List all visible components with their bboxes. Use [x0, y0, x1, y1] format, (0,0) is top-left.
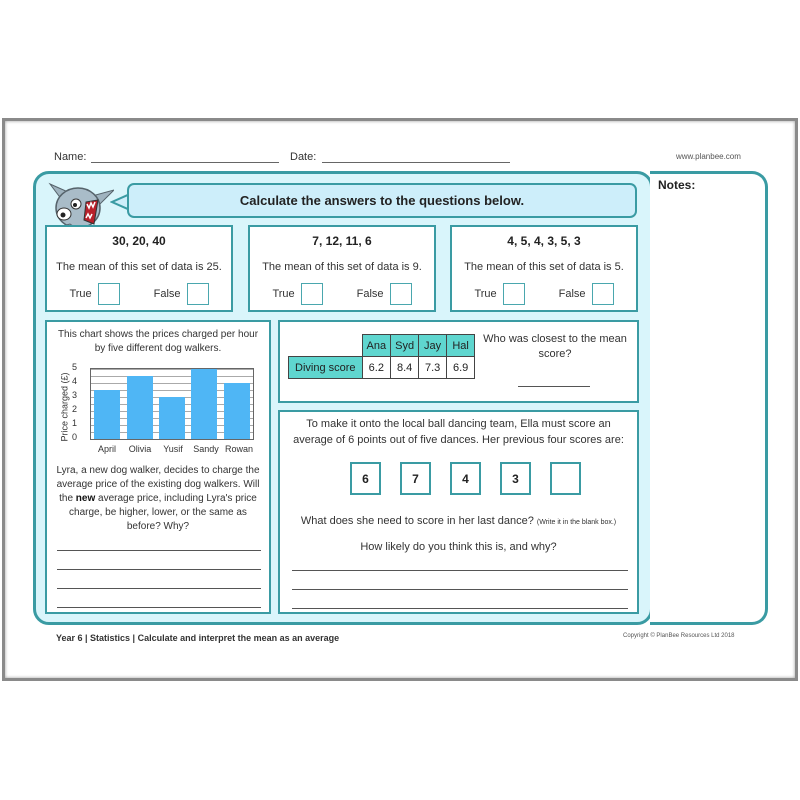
true-checkbox[interactable] [301, 283, 323, 305]
name-header: Ana [362, 335, 391, 357]
false-label: False [356, 288, 384, 300]
answer-line[interactable] [292, 589, 628, 590]
y-tick: 3 [72, 390, 78, 400]
name-field[interactable] [91, 162, 279, 163]
instruction-banner: Calculate the answers to the questions below. [127, 183, 637, 218]
x-tick: Olivia [128, 444, 152, 454]
score-box: 3 [500, 462, 531, 495]
gridline [91, 369, 253, 370]
notes-panel[interactable] [650, 171, 768, 625]
score-cell: 6.9 [447, 357, 475, 379]
likelihood-question: How likely do you think this is, and why? [360, 541, 557, 553]
notes-label: Notes: [658, 178, 696, 192]
true-false-card-1 [45, 225, 233, 312]
x-tick: April [97, 444, 116, 454]
closest-answer-line[interactable] [518, 386, 590, 387]
true-checkbox[interactable] [98, 283, 120, 305]
false-checkbox[interactable] [592, 283, 614, 305]
row-header: Diving score [289, 357, 363, 379]
mean-statement: The mean of this set of data is 9. [262, 261, 422, 273]
score-box: 7 [400, 462, 431, 495]
website-link: www.planbee.com [676, 152, 741, 161]
answer-line[interactable] [292, 570, 628, 571]
y-axis-label: Price charged (£) [59, 372, 70, 442]
bar-april [94, 390, 120, 439]
score-cell: 6.2 [362, 357, 391, 379]
true-checkbox[interactable] [503, 283, 525, 305]
mean-statement: The mean of this set of data is 5. [464, 261, 624, 273]
last-dance-question: What does she need to score in her last dance? (Write it in the blank box.) [300, 515, 617, 527]
score-box: 4 [450, 462, 481, 495]
date-label: Date: [290, 151, 317, 163]
dog-walker-chart-card [45, 320, 271, 614]
lyra-question: Lyra, a new dog walker, decides to charge the average price of the existing dog walkers. Will the new average price, including Lyra's price charge, be higher, lower, or the same as before? Why? [56, 465, 260, 532]
data-set: 7, 12, 11, 6 [312, 234, 372, 248]
diving-score-table [288, 334, 475, 379]
bar-chart [52, 362, 262, 457]
false-checkbox[interactable] [390, 283, 412, 305]
answer-line[interactable] [292, 608, 628, 609]
answer-line[interactable] [57, 607, 261, 608]
y-tick: 2 [72, 404, 78, 414]
false-label: False [153, 288, 181, 300]
true-label: True [69, 288, 92, 300]
score-boxes [350, 462, 581, 495]
x-tick: Rowan [224, 444, 253, 454]
plot-area [90, 368, 254, 440]
score-box: 6 [350, 462, 381, 495]
gridline [91, 376, 253, 377]
bar-yusif [159, 397, 185, 439]
y-tick: 0 [72, 432, 78, 442]
data-set: 4, 5, 4, 3, 5, 3 [507, 234, 581, 248]
chart-intro-text: This chart shows the prices charged per hour by five different dog walkers. [57, 329, 259, 354]
true-false-card-3 [450, 225, 638, 312]
dance-score-card [278, 410, 639, 614]
score-cell: 8.4 [391, 357, 419, 379]
data-set: 30, 20, 40 [112, 234, 166, 248]
false-label: False [558, 288, 586, 300]
bar-sandy [191, 369, 217, 439]
x-tick: Yusif [163, 444, 183, 454]
true-false-card-2 [248, 225, 436, 312]
closest-question: Who was closest to the mean score? [483, 333, 627, 360]
score-cell: 7.3 [419, 357, 447, 379]
name-header: Syd [391, 335, 419, 357]
name-header: Jay [419, 335, 447, 357]
y-tick: 4 [72, 376, 78, 386]
dance-intro-text: To make it onto the local ball dancing team, Ella must score an average of 6 points out of five dances. Her previous four scores are: [293, 418, 624, 446]
mean-statement: The mean of this set of data is 25. [56, 261, 222, 273]
bar-rowan [224, 383, 250, 439]
false-checkbox[interactable] [187, 283, 209, 305]
x-tick: Sandy [193, 444, 219, 454]
true-label: True [474, 288, 497, 300]
answer-line[interactable] [57, 588, 261, 589]
true-label: True [272, 288, 295, 300]
answer-line[interactable] [57, 569, 261, 570]
blank-score-box[interactable] [550, 462, 581, 495]
name-header: Hal [447, 335, 475, 357]
date-field[interactable] [322, 162, 510, 163]
bar-olivia [127, 376, 153, 439]
y-tick: 5 [72, 362, 78, 372]
diving-score-card [278, 320, 639, 403]
topic-footer: Year 6 | Statistics | Calculate and interpret the mean as an average [56, 633, 340, 643]
name-label: Name: [54, 151, 87, 163]
answer-line[interactable] [57, 550, 261, 551]
y-tick: 1 [72, 418, 78, 428]
copyright-footer: Copyright © PlanBee Resources Ltd 2018 [623, 633, 735, 639]
